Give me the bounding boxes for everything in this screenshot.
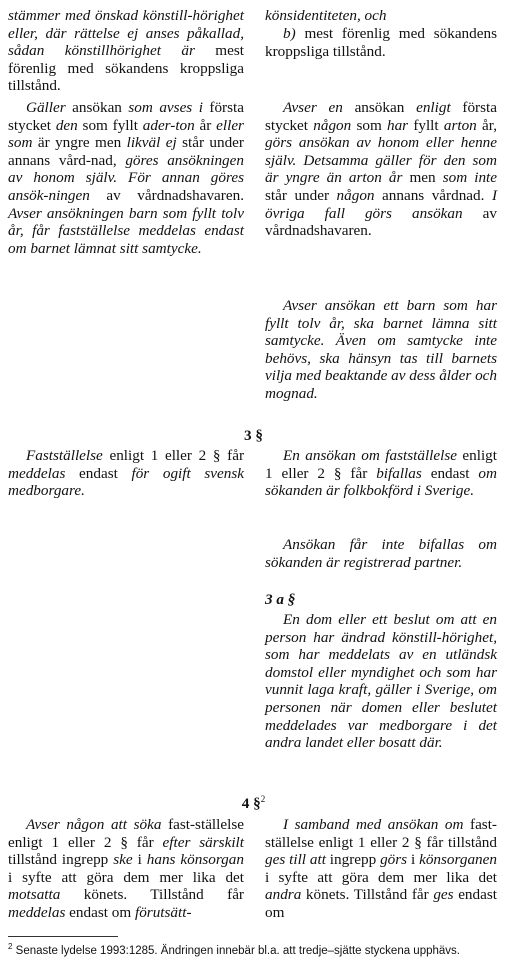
section-heading-4: [0, 795, 507, 813]
section-3a-label: 3 a §: [265, 591, 296, 608]
right-block-7-visual: En dom eller ett beslut om att en person har ändrad könstill-hörighet, som har meddelats av en utländsk domstol eller myndighet och som har vunnit laga kraft, gäller i Sverige, om personen när domen eller beslutet meddelades var medborgare i det andra landet eller bosatt där.: [265, 611, 497, 752]
right-block-3-visual: Avser en ansökan enligt första stycket någon som har fyllt arton år, görs ansökan av honom eller henne själv. Detsamma gäller för den som är yngre än arton år men som inte står under någon annans vårdnad. I övriga fall görs ansökan av vårdnadshavaren.: [265, 99, 498, 240]
right-block-6-visual: Ansökan får inte bifallas om sökanden är registrerad partner.: [265, 536, 497, 571]
left-block-3-visual: Fastställelse enligt 1 eller 2 § får meddelas endast för ogift svensk medborgare.: [8, 447, 244, 500]
section-3-label: 3 §: [244, 427, 263, 444]
right-block-8-visual: I samband med ansökan om fast-ställelse enligt 1 eller 2 § får tillstånd ges till att ingrepp görs i könsorganen i syfte att göra dem mer lika det andra könets. Tillstånd får ges endast om: [265, 816, 497, 921]
section-heading-3a: [265, 591, 497, 609]
left-block-2-visual: Gäller ansökan som avses i första stycket den som fyllt ader-ton år eller som är yngre men likväl ej står under annans vård-nad, göres ansökningen av honom själv. För annan göres ansök-ningen av vårdnadshavaren. Avser ansökningen barn som fyllt tolv år, får fastställelse meddelas endast om barnet lämnat sitt samtycke.: [8, 99, 244, 257]
footnote-divider: [8, 936, 118, 937]
footnote-number: 2: [8, 942, 13, 952]
left-block-4-visual: Avser någon att söka fast-ställelse enligt 1 eller 2 § får efter särskilt tillstånd ingrepp ske i hans könsorgan i syfte att göra dem mer lika det motsatta könets. Tillstånd får meddelas endast om förutsätt-: [8, 816, 244, 921]
left-paragraph: stämmer med önskad könstill-hörighet eller, där rättelse ej anses påkallad, sådan könstillhörighet är mest förenlig med sökandens kroppsliga tillstånd.: [8, 7, 244, 95]
section-4-label: 4 §: [241, 795, 261, 812]
right-block-5-visual: En ansökan om fastställelse enligt 1 eller 2 § får bifallas endast om sökanden är folkbokförd i Sverige.: [265, 447, 497, 500]
section-heading-3: [0, 427, 507, 445]
footnote-text: Senaste lydelse 1993:1285. Ändringen innebär bl.a. att tredje–sjätte styckena upphävs.: [15, 945, 460, 957]
footnote-reference: 2: [260, 793, 266, 804]
footnote: [8, 944, 503, 958]
left-block-2: [0, 0, 1, 1]
right-block-1-visual: könsidentiteten, och: [265, 7, 387, 24]
right-block-4-visual: Avser ansökan ett barn som har fyllt tolv år, ska barnet lämna sitt samtycke. Även om samtycke inte behövs, ska hänsyn tas till barnets vilja med beaktande av dess ålder och mognad.: [265, 297, 497, 402]
right-block-2-visual: b) mest förenlig med sökandens kroppsliga tillstånd.: [265, 25, 497, 60]
